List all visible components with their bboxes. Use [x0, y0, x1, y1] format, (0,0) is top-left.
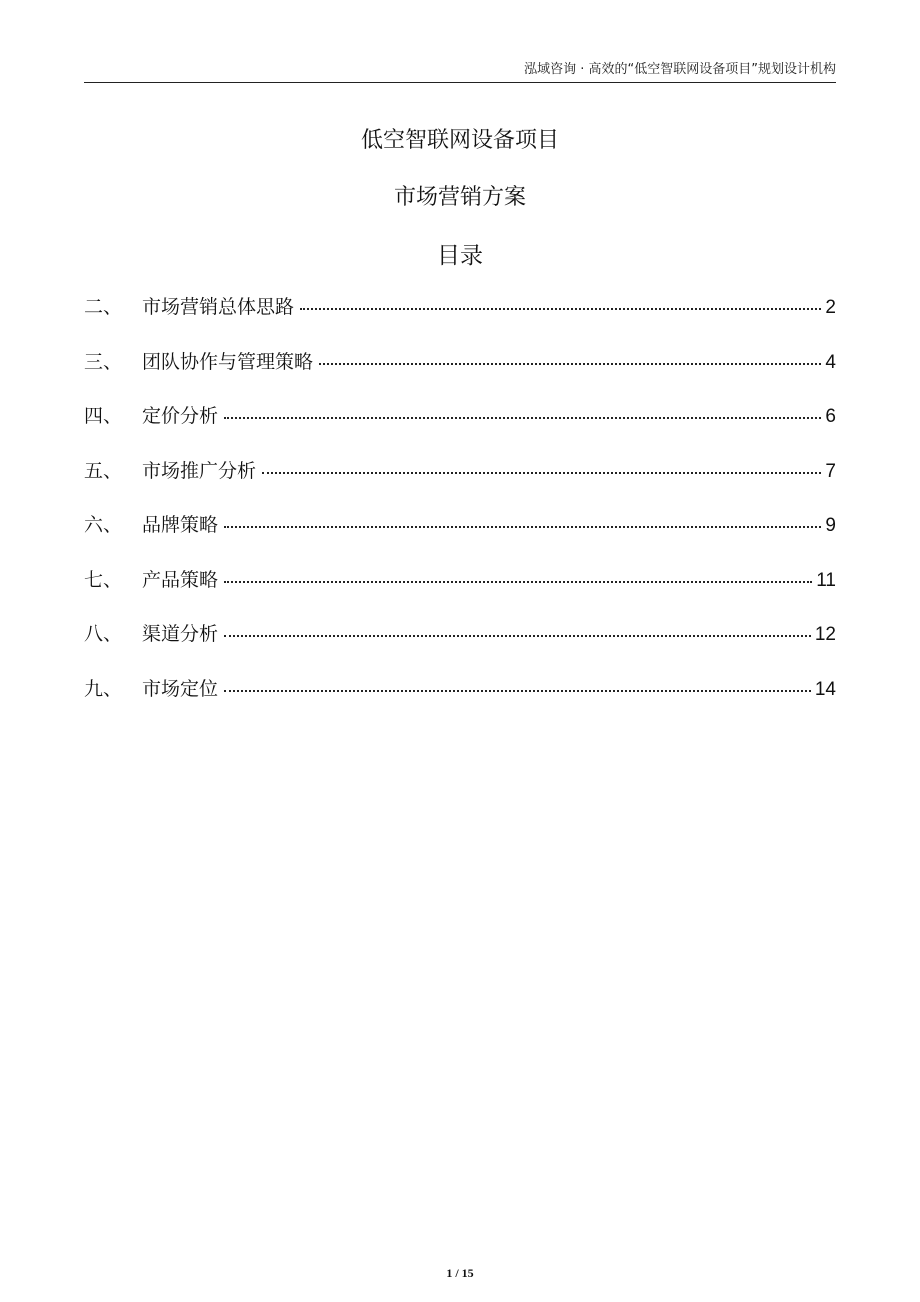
toc-entry-title: 产品策略 — [142, 568, 219, 591]
toc-entry-number: 七、 — [84, 568, 123, 591]
toc-entry[interactable] — [84, 510, 836, 565]
toc-entry-page: 7 — [825, 460, 836, 482]
toc-entry-page: 4 — [825, 351, 836, 373]
toc-entry[interactable] — [84, 565, 836, 620]
toc-dot-leader — [224, 525, 821, 528]
toc-dot-leader — [224, 689, 811, 692]
toc-entry-page: 9 — [825, 515, 836, 536]
toc-entry-title: 市场推广分析 — [142, 459, 257, 482]
toc-heading: 目录 — [437, 243, 483, 269]
toc-entry[interactable] — [84, 674, 836, 729]
toc-entry-number: 九、 — [84, 677, 123, 700]
page-number-footer: 1 / 15 — [446, 1266, 474, 1280]
plan-title: 市场营销方案 — [393, 185, 526, 210]
toc-entry-title: 市场营销总体思路 — [142, 296, 295, 318]
toc-entry-title: 团队协作与管理策略 — [142, 350, 314, 373]
toc-entry-number: 二、 — [84, 296, 123, 318]
toc-entry-number: 六、 — [84, 514, 123, 536]
toc-entry[interactable] — [84, 456, 836, 511]
toc-dot-leader — [319, 362, 821, 365]
toc-entry-number: 八、 — [84, 623, 123, 645]
toc-entry-title: 定价分析 — [142, 405, 219, 427]
toc-entry[interactable] — [84, 347, 836, 402]
toc-dot-leader — [262, 471, 821, 474]
toc-entry-title: 市场定位 — [142, 677, 219, 700]
toc-dot-leader — [224, 416, 821, 419]
toc-dot-leader — [224, 580, 812, 583]
toc-entry[interactable] — [84, 619, 836, 674]
project-title: 低空智联网设备项目 — [360, 128, 559, 153]
toc-entry-number: 三、 — [84, 350, 123, 373]
toc-entry-page: 2 — [825, 297, 836, 318]
toc-entry-number: 四、 — [84, 405, 123, 427]
toc-entry[interactable] — [84, 401, 836, 456]
header-divider — [84, 82, 836, 83]
toc-entry-page: 12 — [814, 624, 836, 645]
toc-dot-leader — [224, 634, 811, 637]
toc-entry-title: 品牌策略 — [142, 514, 219, 536]
toc-entry-title: 渠道分析 — [142, 623, 219, 645]
table-of-contents — [84, 292, 836, 728]
header-text: 泓域咨询 · 高效的“低空智联网设备项目”规划设计机构 — [524, 62, 836, 77]
toc-entry-page: 6 — [825, 406, 836, 427]
toc-entry-page: 14 — [814, 678, 836, 700]
toc-dot-leader — [300, 307, 821, 310]
toc-entry-page: 11 — [816, 569, 836, 591]
toc-entry-number: 五、 — [84, 459, 123, 482]
toc-entry[interactable] — [84, 292, 836, 347]
